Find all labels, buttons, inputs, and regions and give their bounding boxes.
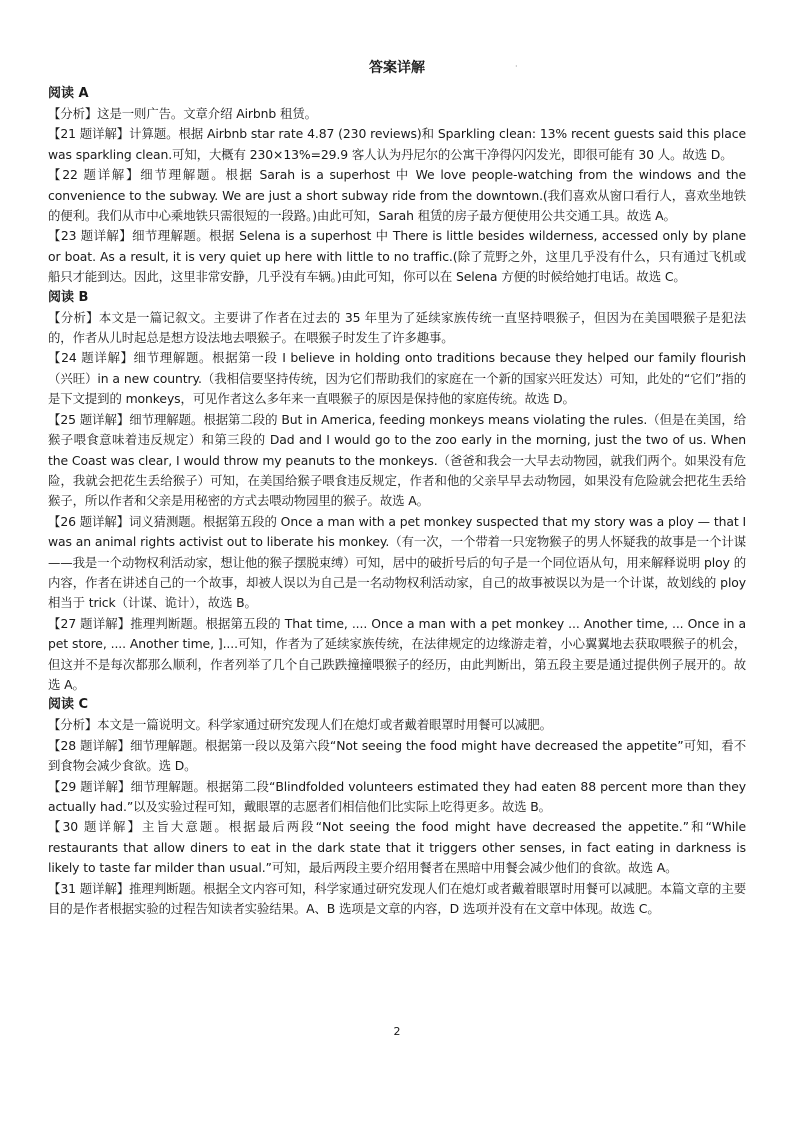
answer-paragraph-23: 【23 题详解】细节理解题。根据 Selena is a superhost 中 There is little besides wilderness, accessed only by plane or boat. As a result, it is very quiet up here with little to no traffic.(除了荒野之外，这里几乎没有什么，只有通过飞机或船只才能到达。因此，这里非常安静，几乎没有车辆。)由此可知，你可以在 Selena 方便的时候给她打电话。故选 C。: [48, 228, 746, 285]
section-heading: 阅读 C: [48, 697, 89, 713]
section-heading: 阅读 B: [48, 289, 89, 305]
section-reading-a: [48, 84, 746, 288]
section-reading-b: [48, 288, 746, 696]
answer-paragraph-28: 【28 题详解】细节理解题。根据第一段以及第六段“Not seeing the food might have decreased the appetite”可知，看不到食物会减少食欲。选 D。: [48, 737, 746, 774]
answer-paragraph-29: 【29 题详解】细节理解题。根据第二段“Blindfolded volunteers estimated they had eaten 88 percent more than they actually had.”以及实验过程可知，戴眼罩的志愿者们相信他们比实际上吃得更多。故选 B。: [48, 778, 746, 814]
answer-paragraph-31: 【31 题详解】推理判断题。根据全文内容可知，科学家通过研究发现人们在熄灯或者戴着眼罩时用餐可以减肥。本篇文章的主要目的是作者根据实验的过程告知读者实验结果。A、B 选项是文章的内容，D 选项并没有在文章中体现。故选 C。: [48, 880, 746, 917]
answer-paragraph-21: 【21 题详解】计算题。根据 Airbnb star rate 4.87 (230 reviews)和 Sparkling clean: 13% recent guests said this place was sparkling clean.可知，大概有 230×13%=29.9 客人认为丹尼尔的公寓干净得闪闪发光，即很可能有 30 人。故选 D。: [48, 126, 746, 162]
stray-mark: ·: [515, 62, 518, 71]
answer-paragraph-22: 【22 题详解】细节理解题。根据 Sarah is a superhost 中 We love people-watching from the windows and the convenience to the subway. We are just a short subway ride from the downtown.(我们喜欢从窗口看行人，喜欢坐地铁的便利。我们从市中心乘地铁只需很短的一段路。)由此可知，Sarah 租赁的房子最方便使用公共交通工具。故选 A。: [48, 167, 746, 224]
section-heading: 阅读 A: [48, 86, 89, 101]
analysis-paragraph: 【分析】本文是一篇记叙文。主要讲了作者在过去的 35 年里为了延续家族传统一直坚持喂猴子，但因为在美国喂猴子是犯法的，作者从儿时起总是想方设法地去喂猴子。在喂猴子时发生了许多趣事。: [48, 309, 746, 346]
page-number: 2: [393, 1025, 401, 1038]
answer-paragraph-27: 【27 题详解】推理判断题。根据第五段的 That time, .... Once a man with a pet monkey ... Another time, ... Once in a pet store, .... Another time, ]....可知，作者为了延续家族传统，在法律规定的边缘游走着，小心翼翼地去获取喂猴子的机会，但这并不是每次都那么顺利，作者列举了几个自己跌跌撞撞喂猴子的经历，由此判断出，第五段主要是通过提供例子展开的。故选 A。: [48, 615, 746, 692]
answer-paragraph-24: 【24 题详解】细节理解题。根据第一段 I believe in holding onto traditions because they helped our family flourish（兴旺）in a new country.（我相信要坚持传统，因为它们帮助我们的家庭在一个新的国家兴旺发达）可知，此处的“它们”指的是下文提到的 monkeys，可见作者这么多年来一直喂猴子的原因是保持他的家庭传统。故选 D。: [48, 350, 746, 407]
answer-paragraph-26: 【26 题详解】词义猜测题。根据第五段的 Once a man with a pet monkey suspected that my story was a ploy — that I was an animal rights activist out to liberate his monkey.（有一次，一个带着一只宠物猴子的男人怀疑我的故事是一个计谋——我是一个动物权利活动家，想让他的猴子摆脱束缚）可知，居中的破折号后的句子是一个同位语从句，用来解释说明 ploy 的内容，作者在讲述自己的一个故事，却被人误以为自己是一名动物权利活动家，自己的故事被误以为是一个计谋，故划线的 ploy 相当于 trick（计谋、诡计），故选 B。: [48, 513, 746, 611]
analysis-paragraph: 【分析】本文是一篇说明文。科学家通过研究发现人们在熄灯或者戴着眼罩时用餐可以减肥。: [48, 717, 552, 733]
analysis-paragraph: 【分析】这是一则广告。文章介绍 Airbnb 租赁。: [48, 106, 317, 121]
page-title: 答案详解: [369, 60, 425, 76]
section-reading-c: [48, 695, 746, 919]
answer-paragraph-30: 【30 题详解】主旨大意题。根据最后两段“Not seeing the food might have decreased the appetite.”和“While restaurants that allow diners to eat in the dark state that it triggers other senses, in fact eating in darkness is likely to taste far milder than usual.”可知，最后两段主要介绍用餐者在黑暗中用餐会减少他们的食欲。故选 A。: [48, 819, 746, 876]
answer-paragraph-25: 【25 题详解】细节理解题。根据第二段的 But in America, feeding monkeys means violating the rules.（但是在美国，给猴子喂食意味着违反规定）和第三段的 Dad and I would go to the zoo early in the morning, just the two of us. When the Coast was clear, I would throw my peanuts to the monkeys.（爸爸和我会一大早去动物园，就我们两个。如果没有危险，我就会把花生丢给猴子）可知，在美国给猴子喂食违反规定，作者和他的父亲早早去动物园，如果没有危险就会把花生丢给猴子，所以作者和父亲是用秘密的方式去喂动物园里的猴子。故选 A。: [48, 411, 746, 509]
